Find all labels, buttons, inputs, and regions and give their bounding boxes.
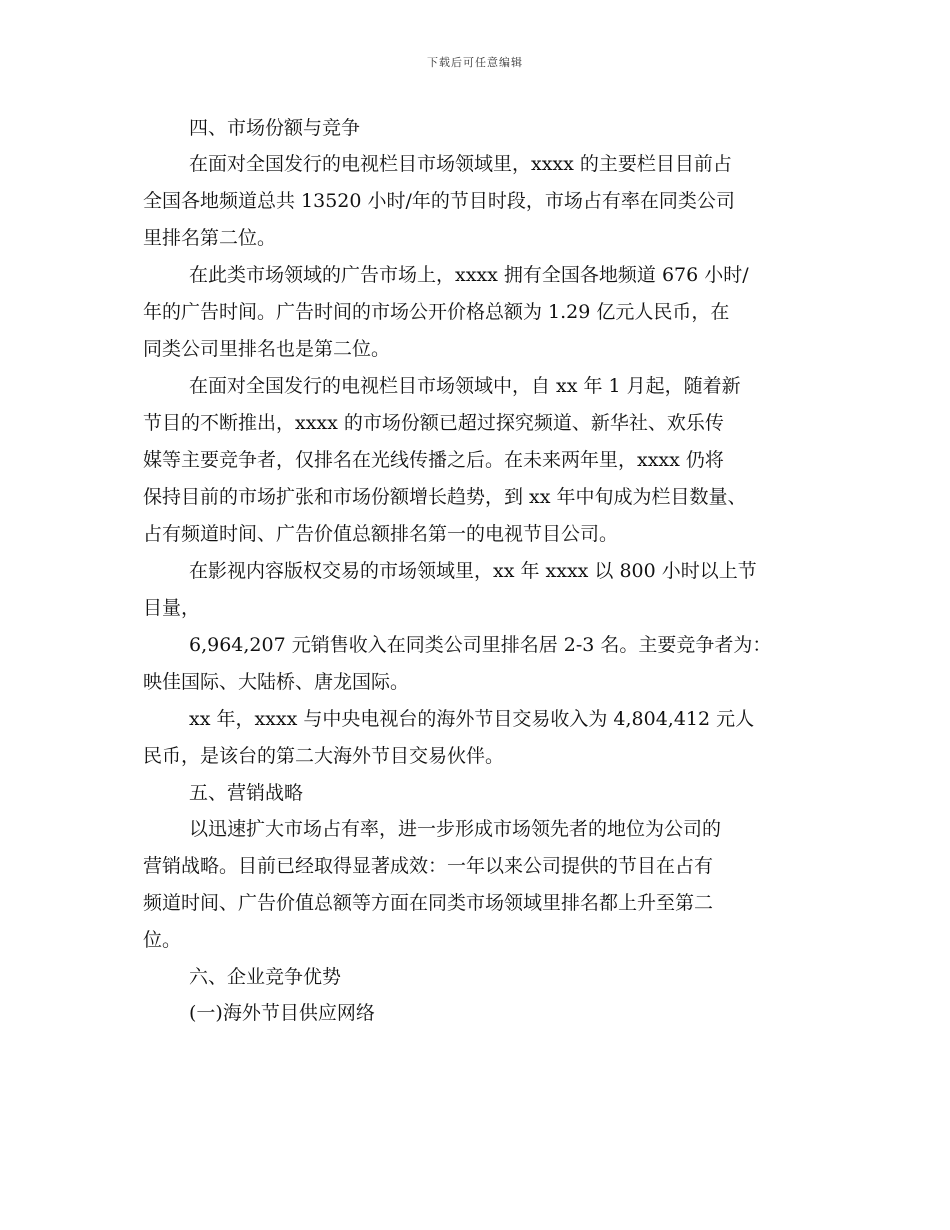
paragraph-competitors	[143, 368, 828, 553]
text-line: 民币，是该台的第二大海外节目交易伙伴。	[143, 745, 505, 767]
document-body	[143, 110, 828, 1031]
paragraph-advertising-market	[143, 257, 828, 368]
text-line: 占有频道时间、广告价值总额排名第一的电视节目公司。	[143, 523, 619, 545]
text-line: 目量，	[143, 597, 201, 619]
text-line: 在影视内容版权交易的市场领域里，xx 年 xxxx 以 800 小时以上节	[189, 560, 757, 582]
header-note: 下载后可任意编辑	[427, 56, 523, 69]
paragraph-copyright-trade	[143, 553, 828, 627]
text-line: xx 年，xxxx 与中央电视台的海外节目交易收入为 4,804,412 元人	[189, 708, 755, 730]
paragraph-marketing-strategy	[143, 811, 828, 959]
text-line: 6,964,207 元销售收入在同类公司里排名居 2-3 名。主要竞争者为：	[189, 634, 772, 656]
text-line: 保持目前的市场扩张和市场份额增长趋势，到 xx 年中旬成为栏目数量、	[143, 486, 747, 508]
text-line: 在面对全国发行的电视栏目市场领域里，xxxx 的主要栏目目前占	[189, 153, 732, 175]
text-line: 位。	[143, 929, 182, 951]
text-line: 年的广告时间。广告时间的市场公开价格总额为 1.29 亿元人民币，在	[143, 301, 730, 323]
subsection-heading-overseas-network: (一)海外节目供应网络	[189, 1002, 375, 1024]
section-heading-marketing-strategy: 五、营销战略	[189, 782, 304, 804]
paragraph-tv-column-market	[143, 146, 828, 257]
text-line: 节目的不断推出，xxxx 的市场份额已超过探究频道、新华社、欢乐传	[143, 412, 724, 434]
text-line: 里排名第二位。	[143, 227, 277, 249]
text-line: 以迅速扩大市场占有率，进一步形成市场领先者的地位为公司的	[189, 818, 722, 840]
section-heading-market-share: 四、市场份额与竞争	[189, 117, 361, 139]
paragraph-cctv-trade	[143, 701, 828, 775]
text-line: 频道时间、广告价值总额等方面在同类市场领域里排名都上升至第二	[143, 892, 714, 914]
text-line: 全国各地频道总共 13520 小时/年的节目时段，市场占有率在同类公司	[143, 190, 735, 212]
paragraph-sales-revenue	[143, 627, 828, 701]
text-line: 营销战略。目前已经取得显著成效：一年以来公司提供的节目在占有	[143, 855, 714, 877]
text-line: 在此类市场领域的广告市场上，xxxx 拥有全国各地频道 676 小时/	[189, 264, 749, 286]
text-line: 在面对全国发行的电视栏目市场领域中，自 xx 年 1 月起，随着新	[189, 375, 741, 397]
text-line: 映佳国际、大陆桥、唐龙国际。	[143, 671, 410, 693]
section-heading-competitive-advantage: 六、企业竞争优势	[189, 966, 342, 988]
text-line: 同类公司里排名也是第二位。	[143, 338, 391, 360]
text-line: 媒等主要竞争者，仅排名在光线传播之后。在未来两年里，xxxx 仍将	[143, 449, 724, 471]
